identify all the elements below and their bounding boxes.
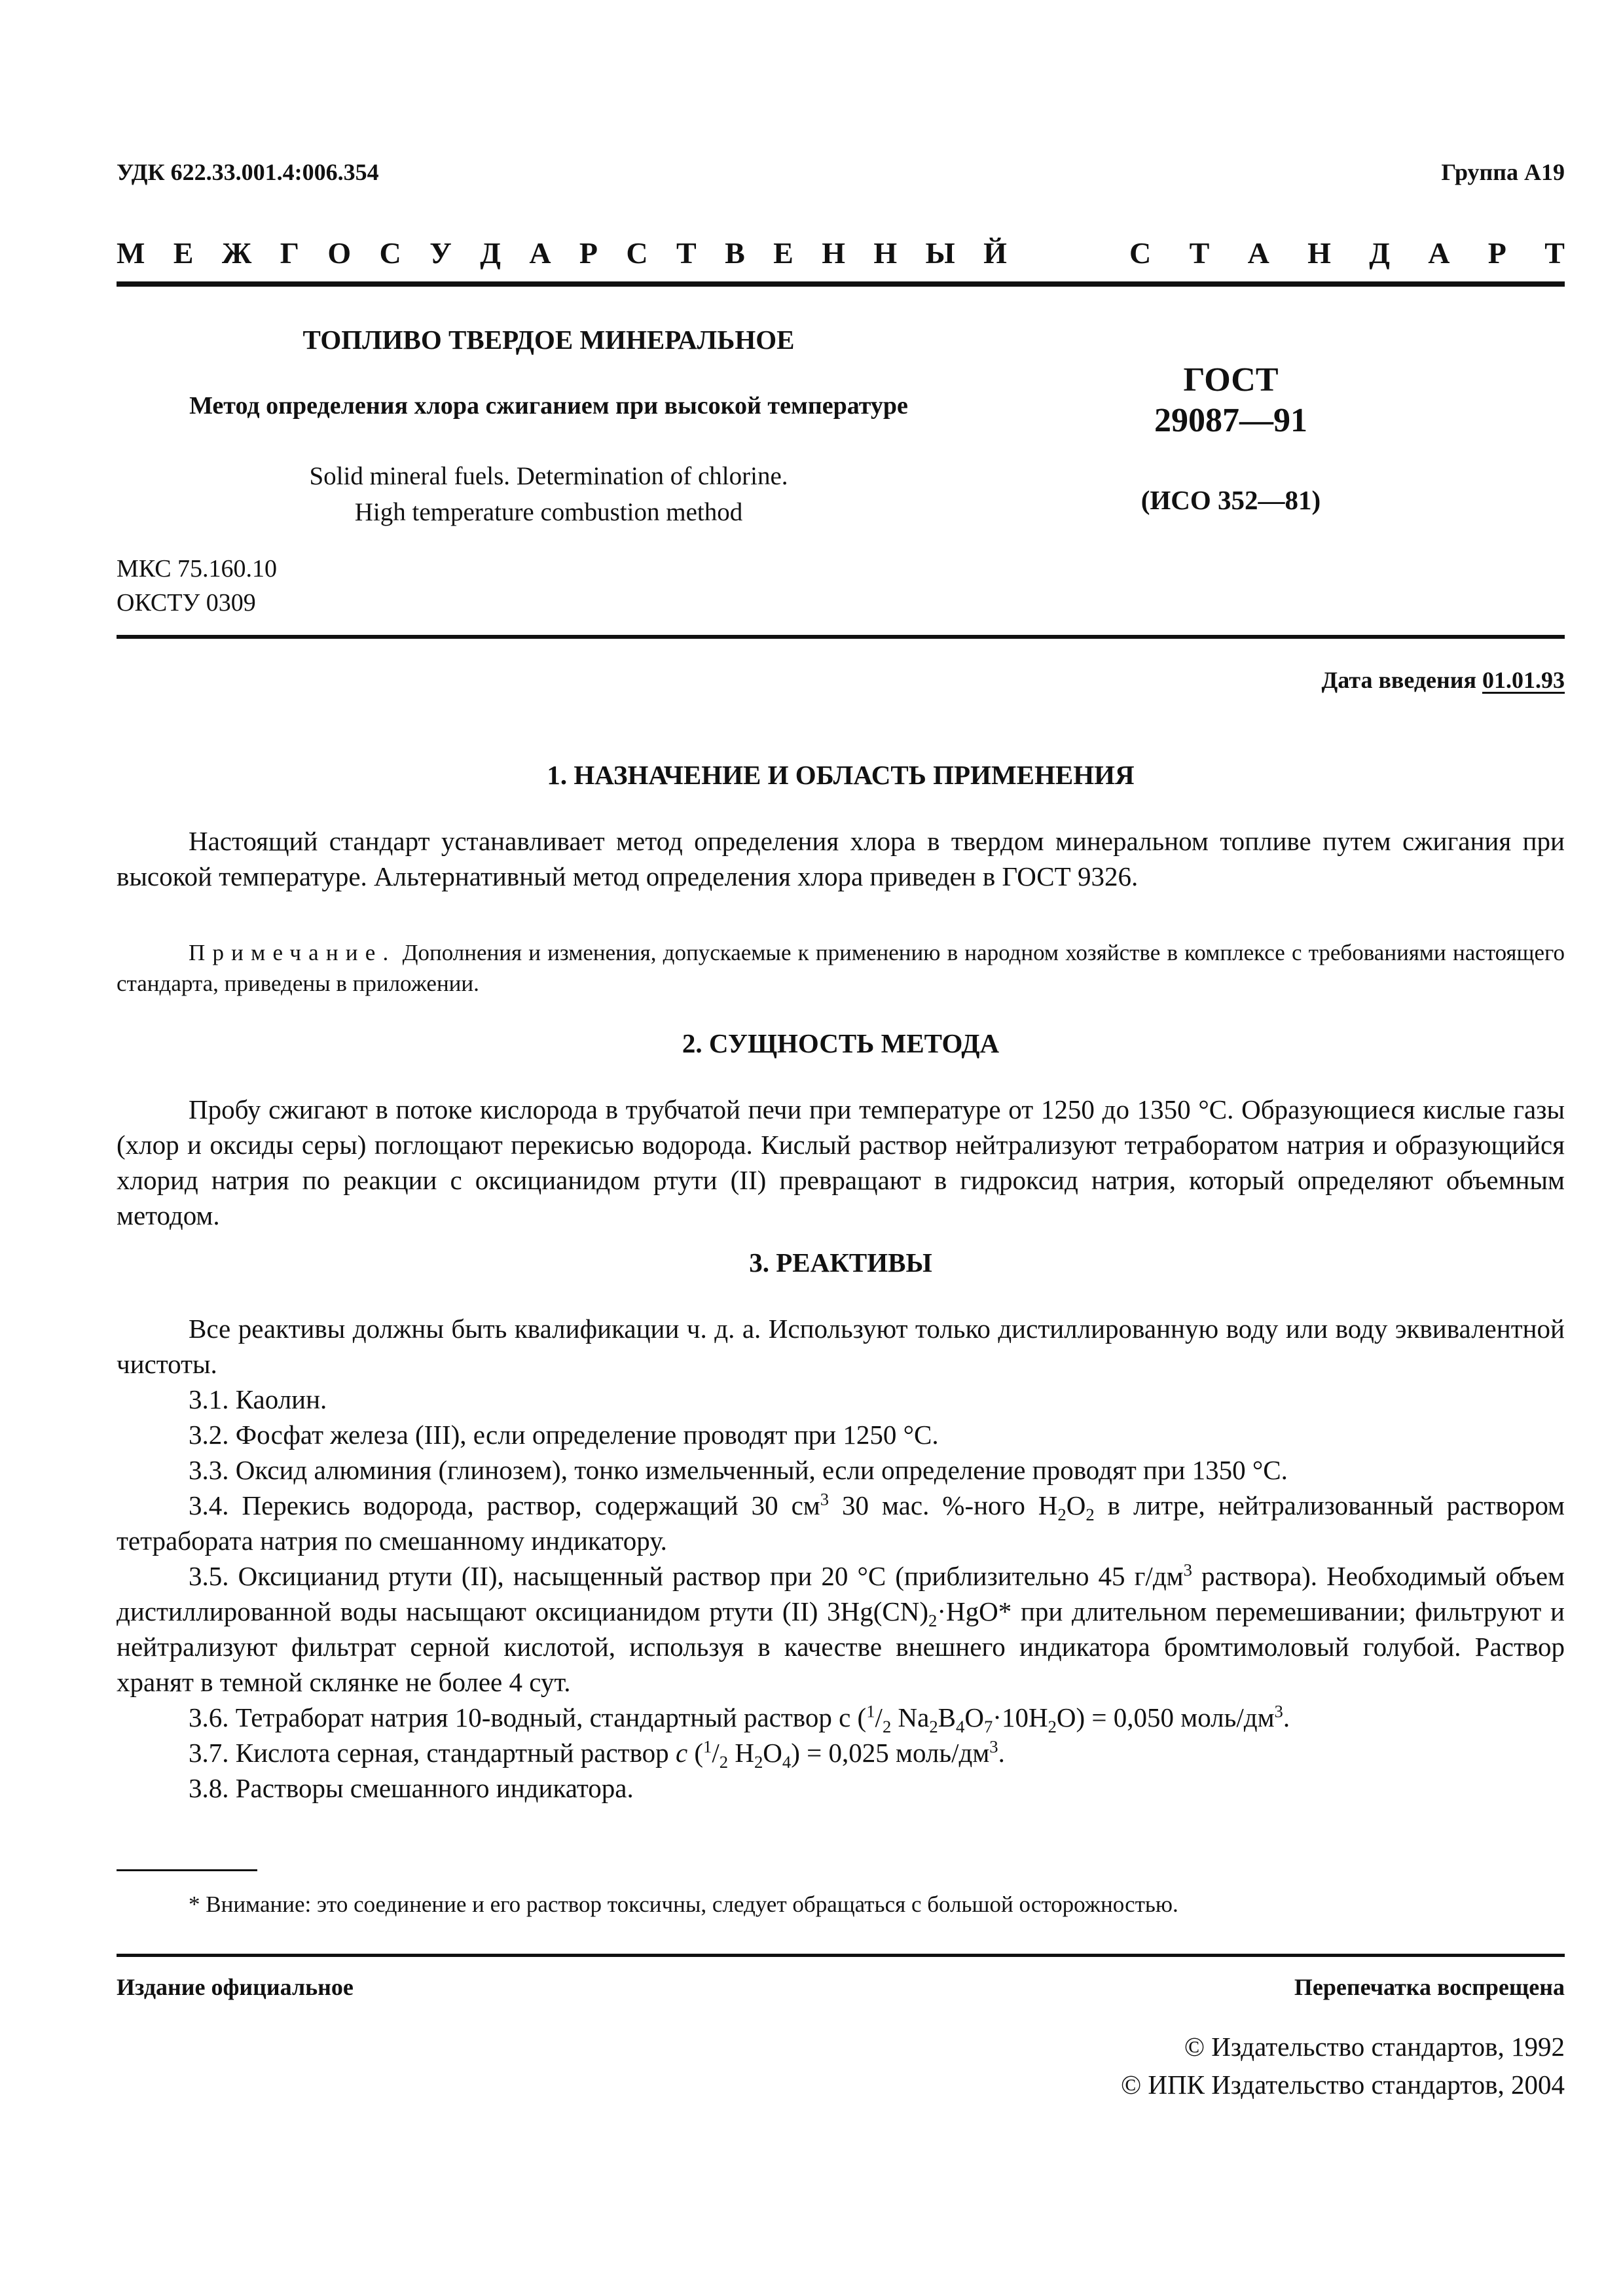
banner-left-letter: Ж <box>221 236 252 270</box>
reagent-3-5: 3.5. Оксицианид ртути (II), насыщенный раствор при 20 °С (приблизительно 45 $г/дм^3$ раствора). Необходимый объем дистиллированной воды насыщают оксицианидом ртути (II) $3Hg(CN)_2\cdot HgO*$ при длительном перемешивании; фильтруют и нейтрализуют фильтрат серной кислотой, используя в качестве внешнего индикатора бромтимоловый голубой. Раствор хранят в темной склянке не более 4 сут. <box>117 1560 1565 1697</box>
banner-left-letter: А <box>529 236 551 270</box>
iso-reference: (ИСО 352—81) <box>1140 485 1321 515</box>
classification-codes <box>117 552 277 620</box>
banner-left-letter: Е <box>173 236 194 270</box>
introduction-date-label: Дата введения <box>1321 667 1476 693</box>
banner-word-interstate <box>117 236 1007 270</box>
banner-right-letter: Т <box>1189 236 1210 270</box>
footnote: * Внимание: это соединение и его раствор токсичны, следует обращаться с большой осторожностью. <box>189 1892 1178 1917</box>
reprint-prohibited: Перепечатка воспрещена <box>1294 1974 1565 2000</box>
banner-right-letter: Р <box>1487 236 1506 270</box>
banner-left-letter: В <box>725 236 745 270</box>
banner-right-letter: А <box>1247 236 1269 270</box>
banner-left-letter: Г <box>280 236 299 270</box>
section-1-note <box>117 937 1565 999</box>
group-code: Группа А19 <box>1441 159 1565 185</box>
introduction-date-value: 01.01.93 <box>1482 667 1565 693</box>
reagent-3-7: 3.7. Кислота серная, стандартный раствор c ($^1/_2$ $H_2O_4) = 0,025$ моль/$дм^3$. <box>189 1736 1005 1772</box>
section-2-text: Пробу сжигают в потоке кислорода в трубчатой печи при температуре от 1250 до 1350 °С. Образующиеся кислые газы (хлор и оксиды серы) поглощают перекисью водорода. Кислый раствор нейтрализуют тетраборатом натрия и образующийся хлорид натрия по реакции с оксицианидом ртути (II) превращают в гидроксид натрия, который определяют объемным методом. <box>117 1094 1565 1230</box>
banner-left-letter: Д <box>480 236 501 270</box>
reagent-3-4: 3.4. Перекись водорода, раствор, содержащий 30 $см^3$ 30 мас. %-ного $H_2O_2$ в литре, нейтрализованный раствором тетрабората натрия по смешанному индикатору. <box>117 1489 1565 1556</box>
banner-left-letter: О <box>327 236 352 270</box>
section-1-text: Настоящий стандарт устанавливает метод определения хлора в твердом минеральном топливе путем сжигания при высокой температуре. Альтернативный метод определения хлора приведен в ГОСТ 9326. <box>117 826 1565 891</box>
banner-left-letter: Й <box>983 236 1007 270</box>
section-1-heading: 1. НАЗНАЧЕНИЕ И ОБЛАСТЬ ПРИМЕНЕНИЯ <box>547 760 1135 790</box>
reagent-3-6: 3.6. Тетраборат натрия 10-водный, стандартный раствор с ($^1/_2$ $Na_2B_4O_7\cdot 10H_2O) = 0,050$ моль/$дм^3$. <box>189 1701 1290 1737</box>
banner-word-standard <box>1129 236 1565 270</box>
reagent-3-1: 3.1. Каолин. <box>189 1384 327 1414</box>
reagent-3-8: 3.8. Растворы смешанного индикатора. <box>189 1773 634 1803</box>
document-title: ТОПЛИВО ТВЕРДОЕ МИНЕРАЛЬНОЕ <box>302 325 795 355</box>
gost-label: ГОСТ <box>1183 361 1279 399</box>
reagents-intro: Все реактивы должны быть квалификации ч. д. а. Используют только дистиллированную воду или воду эквивалентной чистоты. <box>117 1314 1565 1379</box>
copyright-block <box>1121 2028 1565 2104</box>
udk-code: УДК 622.33.001.4:006.354 <box>117 159 379 185</box>
banner-right-letter: Т <box>1544 236 1565 270</box>
gost-number: 29087—91 <box>1154 402 1307 439</box>
banner-left-letter: С <box>379 236 401 270</box>
official-edition: Издание официальное <box>117 1974 354 2000</box>
banner-left-letter: Н <box>822 236 845 270</box>
banner-left-letter: Е <box>773 236 793 270</box>
reagent-3-2: 3.2. Фосфат железа (III), если определение проводят при 1250 °С. <box>189 1420 939 1450</box>
banner-left-letter: Н <box>873 236 898 270</box>
banner-right-letter: Д <box>1369 236 1390 270</box>
introduction-date <box>1322 666 1565 694</box>
gost-designation <box>1054 360 1408 441</box>
note-text: Дополнения и изменения, допускаемые к применению в народном хозяйстве в комплексе с требованиями настоящего стандарта, приведены в приложении. <box>117 940 1565 996</box>
banner-right-letter: А <box>1428 236 1450 270</box>
method-title: Метод определения хлора сжиганием при высокой температуре <box>189 392 908 420</box>
banner-left-letter: М <box>117 236 145 270</box>
copyright-1992: © Издательство стандартов, 1992 <box>1184 2032 1565 2062</box>
title-block-rule <box>117 635 1565 639</box>
footnote-rule <box>117 1869 257 1871</box>
copyright-2004: © ИПК Издательство стандартов, 2004 <box>1120 2070 1565 2100</box>
english-title-line1: Solid mineral fuels. Determination of chlorine. <box>309 462 788 490</box>
standard-banner <box>117 236 1565 270</box>
mks-code: МКС 75.160.10 <box>117 555 278 583</box>
banner-right-letter: С <box>1129 236 1152 270</box>
reagents-list <box>117 1311 1565 1806</box>
footer-rule <box>117 1954 1565 1957</box>
banner-left-letter: Р <box>579 236 598 270</box>
reagent-3-3: 3.3. Оксид алюминия (глинозем), тонко измельченный, если определение проводят при 1350 °С. <box>189 1455 1288 1485</box>
english-title <box>117 458 981 530</box>
banner-left-letter: Т <box>676 236 697 270</box>
banner-left-letter: Ы <box>925 236 955 270</box>
banner-right-letter: Н <box>1307 236 1331 270</box>
banner-rule <box>117 281 1565 287</box>
banner-left-letter: У <box>429 236 452 270</box>
note-label: Примечание. <box>189 940 396 965</box>
section-2-heading: 2. СУЩНОСТЬ МЕТОДА <box>682 1028 1000 1058</box>
english-title-line2: High temperature combustion method <box>354 498 743 526</box>
banner-left-letter: С <box>626 236 648 270</box>
okstu-code: ОКСТУ 0309 <box>117 589 256 617</box>
section-3-heading: 3. РЕАКТИВЫ <box>749 1247 932 1278</box>
